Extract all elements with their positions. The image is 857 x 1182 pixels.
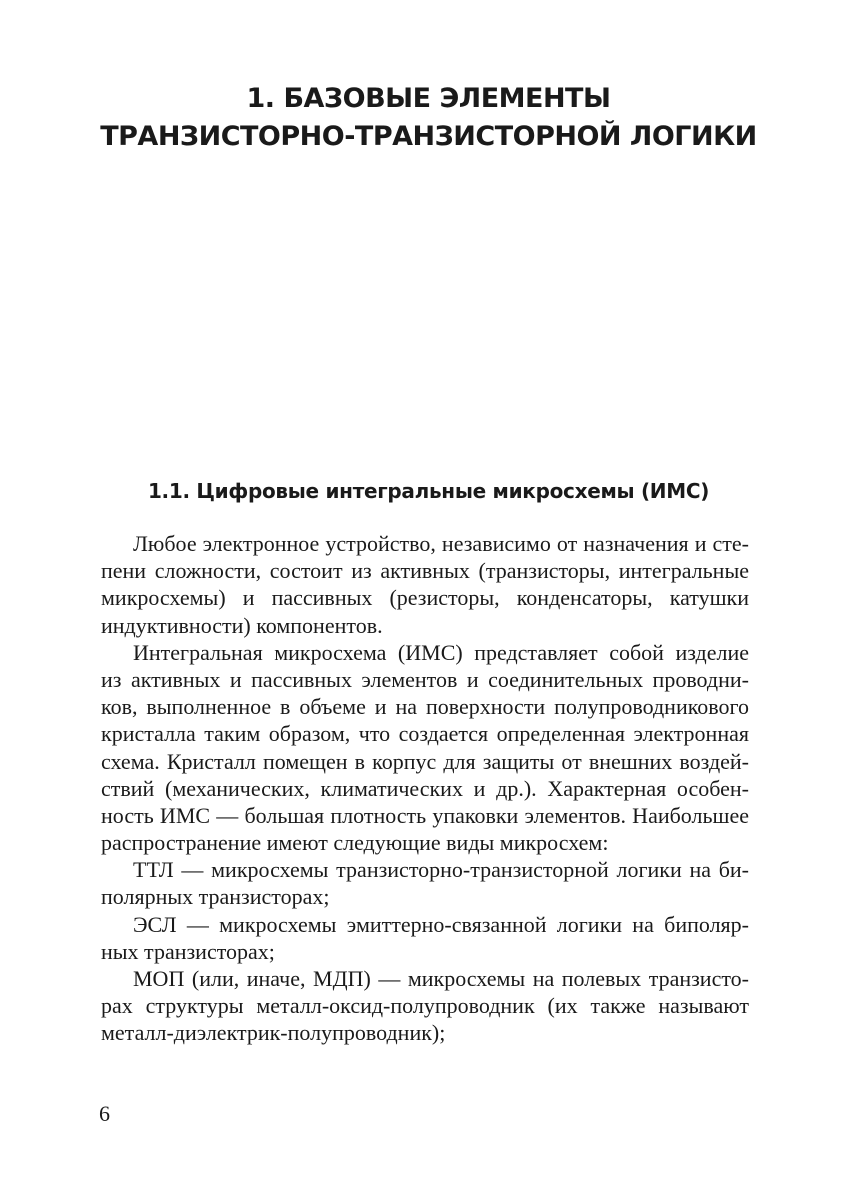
page-number: 6 — [99, 1101, 110, 1126]
text-line: микросхемы) и пассивных (резисторы, конденсаторы, катушки — [101, 585, 749, 611]
text-line: ТТЛ — микросхемы транзисторно-транзисторной логики на би- — [133, 857, 749, 883]
text-line: ЭСЛ — микросхемы эмиттерно-связанной логики на биполяр- — [133, 911, 749, 937]
text-line: пени сложности, состоит из активных (транзисторы, интегральные — [101, 558, 749, 584]
section-title: 1.1. Цифровые интегральные микросхемы (ИМС) — [147, 479, 710, 503]
text-line: ствий (механических, климатических и др.). Характерная особен- — [101, 775, 749, 801]
text-line: ков, выполненное в объеме и на поверхности полупроводникового — [101, 694, 749, 720]
body-text — [101, 530, 749, 1047]
text-line: кристалла таким образом, что создается определенная электронная — [101, 721, 749, 747]
text-line: ных транзисторах; — [101, 938, 275, 964]
chapter-title — [0, 80, 857, 156]
text-line: МОП (или, иначе, МДП) — микросхемы на полевых транзисто- — [133, 966, 749, 991]
text-line: рах структуры металл-оксид-полупроводник (их также называют — [101, 993, 749, 1019]
text-line: из активных и пассивных элементов и соединительных проводни- — [101, 666, 749, 692]
text-line: полярных транзисторах; — [101, 884, 330, 910]
text-line: распространение имеют следующие виды микросхем: — [101, 830, 609, 856]
text-line: индуктивности) компонентов. — [101, 612, 383, 638]
text-line: ность ИМС — большая плотность упаковки элементов. Наибольшее — [101, 802, 749, 828]
text-line: Любое электронное устройство, независимо от назначения и сте- — [133, 531, 749, 556]
chapter-title-line-1: 1. БАЗОВЫЕ ЭЛЕМЕНТЫ — [246, 83, 611, 114]
chapter-title-line-2: ТРАНЗИСТОРНО-ТРАНЗИСТОРНОЙ ЛОГИКИ — [100, 121, 757, 152]
text-line: Интегральная микросхема (ИМС) представляет собой изделие — [133, 639, 749, 665]
text-line: металл-диэлектрик-полупроводник); — [101, 1020, 446, 1046]
text-line: схема. Кристалл помещен в корпус для защиты от внешних воздей- — [101, 748, 749, 774]
